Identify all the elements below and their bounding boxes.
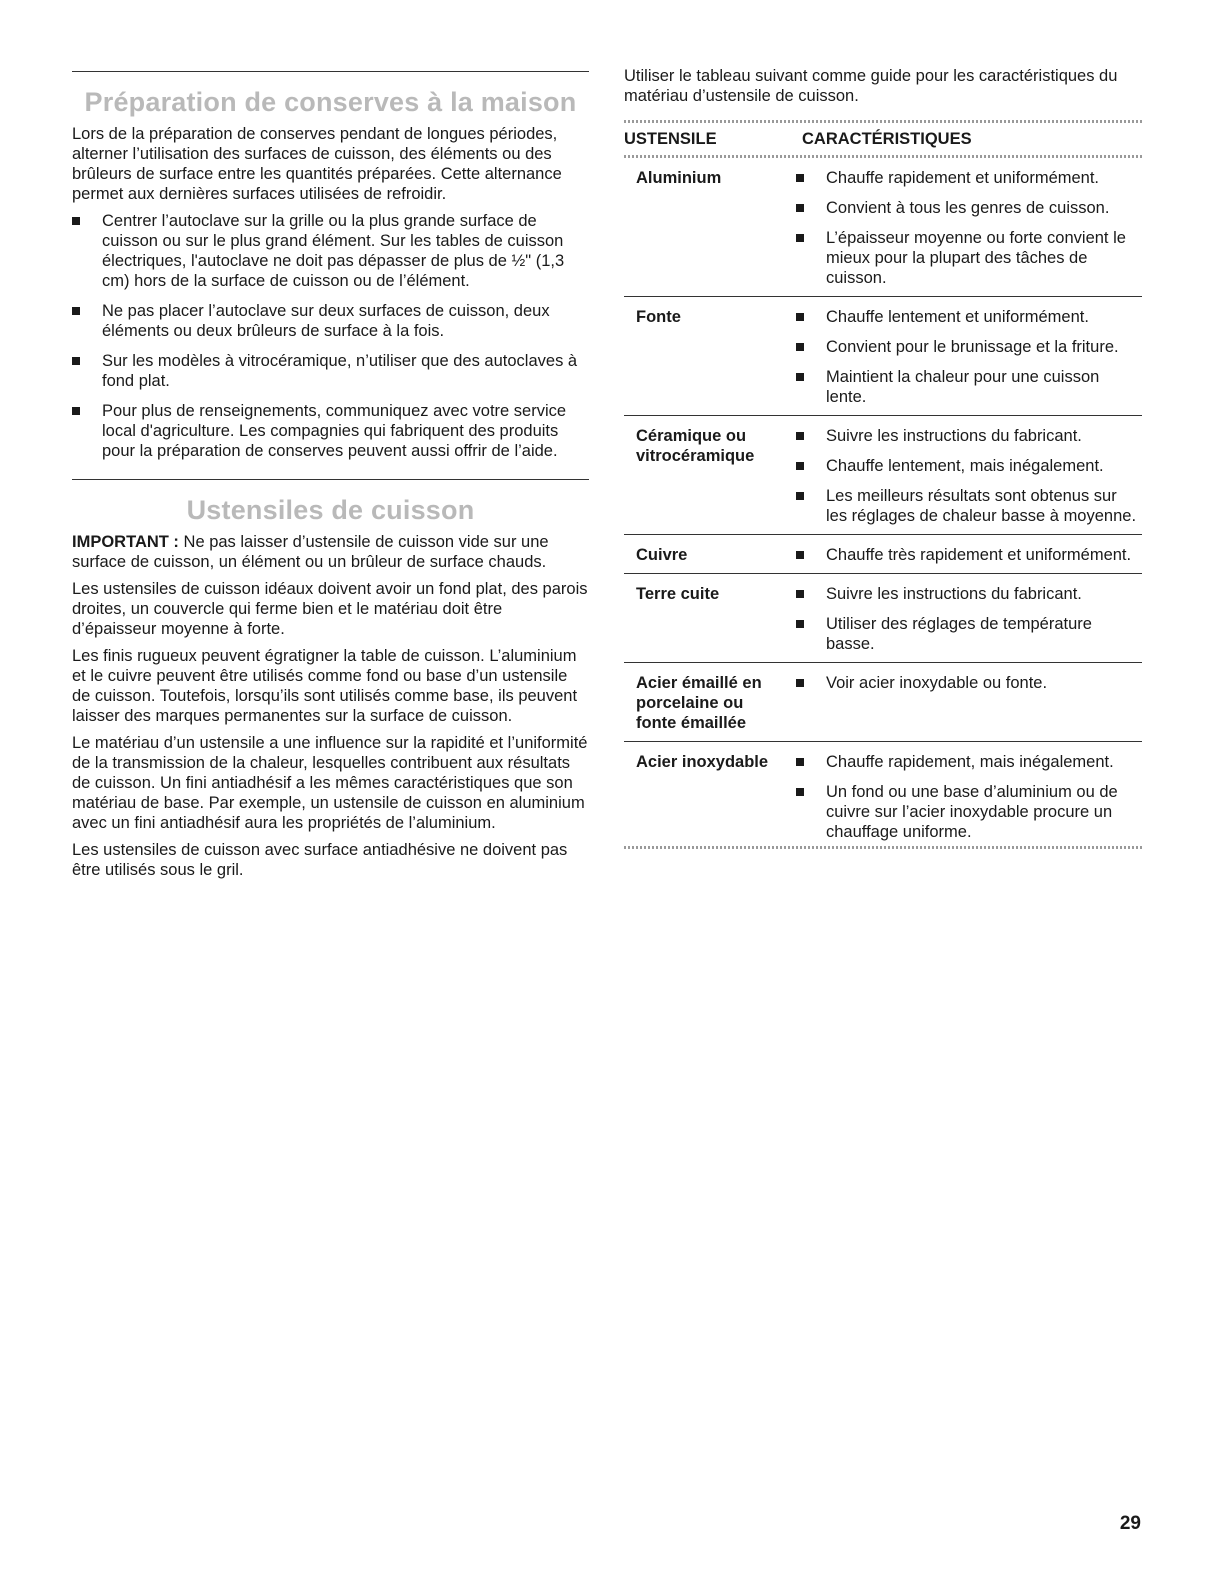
list-item: Chauffe très rapidement et uniformément. <box>786 545 1142 565</box>
canning-intro: Lors de la préparation de conserves pendant de longues périodes, alterner l’utilisation des surfaces de cuisson, des éléments ou des brûleurs de surface entre les quantités préparées. Cette alternance permet aux dernières surfaces utilisées de refroidir. <box>72 125 562 203</box>
characteristics-list <box>786 307 1142 407</box>
important-note <box>72 532 589 572</box>
list-item: Chauffe rapidement et uniformément. <box>786 168 1142 188</box>
list-item: Suivre les instructions du fabricant. <box>786 584 1142 604</box>
table-bottom-border <box>624 846 1142 849</box>
table-row <box>624 416 1142 535</box>
characteristics-list <box>786 673 1142 693</box>
cookware-title: Ustensiles de cuisson <box>186 495 475 525</box>
list-item: Voir acier inoxydable ou fonte. <box>786 673 1142 693</box>
table-header <box>624 123 1142 155</box>
table-intro: Utiliser le tableau suivant comme guide pour les caractéristiques du matériau d’ustensile de cuisson. <box>624 67 1118 105</box>
characteristics-list <box>786 168 1142 288</box>
table-row <box>624 297 1142 416</box>
column-header-utensil: USTENSILE <box>624 130 717 148</box>
utensil-name: Aluminium <box>636 169 722 187</box>
utensil-name: Cuivre <box>636 546 688 564</box>
list-item: Centrer l’autoclave sur la grille ou la plus grande surface de cuisson ou sur le plus grand élément. Sur les tables de cuisson électriques, l'autoclave ne doit pas dépasser de plus de ½" (1,3 cm) hors de la surface de cuisson ou de l’élément. <box>72 211 589 291</box>
section-divider <box>72 479 589 480</box>
list-item: Chauffe rapidement, mais inégalement. <box>786 752 1142 772</box>
table-row <box>624 742 1142 846</box>
table-row <box>624 663 1142 742</box>
important-label: IMPORTANT : <box>72 533 179 551</box>
list-item: Chauffe lentement, mais inégalement. <box>786 456 1142 476</box>
important-text: Ne pas laisser d’ustensile de cuisson vide sur une surface de cuisson, un élément ou un brûleur de surface chauds. <box>72 533 549 571</box>
list-item: Utiliser des réglages de température basse. <box>786 614 1142 654</box>
utensil-name: Acier inoxydable <box>636 753 769 771</box>
list-item: Les meilleurs résultats sont obtenus sur les réglages de chaleur basse à moyenne. <box>786 486 1142 526</box>
section-divider <box>72 71 589 72</box>
cookware-paragraph: Les finis rugueux peuvent égratigner la table de cuisson. L’aluminium et le cuivre peuvent être utilisés comme fond ou base d’un ustensile de cuisson. Toutefois, lorsqu’ils sont utilisés comme base, ils peuvent laisser des marques permanentes sur la surface de cuisson. <box>72 647 578 725</box>
list-item: Chauffe lentement et uniformément. <box>786 307 1142 327</box>
table-body <box>624 158 1142 846</box>
left-column <box>72 71 589 887</box>
utensil-name: Fonte <box>636 308 681 326</box>
list-item: Convient pour le brunissage et la friture. <box>786 337 1142 357</box>
cookware-paragraph: Le matériau d’un ustensile a une influence sur la rapidité et l’uniformité de la transmission de la chaleur, lesquelles contribuent aux résultats de cuisson. Un fini antiadhésif a les mêmes caractéristiques que son matériau de base. Par exemple, un ustensile de cuisson en aluminium avec un fini antiadhésif aura les propriétés de l’aluminium. <box>72 734 588 832</box>
canning-title: Préparation de conserves à la maison <box>84 87 577 117</box>
list-item: Suivre les instructions du fabricant. <box>786 426 1142 446</box>
characteristics-list <box>786 752 1142 842</box>
list-item: L’épaisseur moyenne ou forte convient le mieux pour la plupart des tâches de cuisson. <box>786 228 1142 288</box>
table-row <box>624 574 1142 663</box>
column-header-characteristics: CARACTÉRISTIQUES <box>802 130 972 148</box>
list-item: Sur les modèles à vitrocéramique, n’utiliser que des autoclaves à fond plat. <box>72 351 589 391</box>
cookware-section <box>72 479 589 880</box>
canning-bullets <box>72 211 589 461</box>
list-item: Pour plus de renseignements, communiquez avec votre service local d'agriculture. Les compagnies qui fabriquent des produits pour la préparation de conserves peuvent aussi offrir de l’aide. <box>72 401 589 461</box>
cookware-paragraph: Les ustensiles de cuisson avec surface antiadhésive ne doivent pas être utilisés sous le gril. <box>72 841 568 879</box>
list-item: Maintient la chaleur pour une cuisson lente. <box>786 367 1142 407</box>
cookware-paragraph: Les ustensiles de cuisson idéaux doivent avoir un fond plat, des parois droites, un couvercle qui ferme bien et le matériau doit être d’épaisseur moyenne à forte. <box>72 580 588 638</box>
table-row <box>624 535 1142 574</box>
utensil-name: Terre cuite <box>636 585 720 603</box>
table-row <box>624 158 1142 297</box>
characteristics-list <box>786 584 1142 654</box>
list-item: Un fond ou une base d’aluminium ou de cuivre sur l’acier inoxydable procure un chauffage uniforme. <box>786 782 1142 842</box>
list-item: Ne pas placer l’autoclave sur deux surfaces de cuisson, deux éléments ou deux brûleurs de surface à la fois. <box>72 301 589 341</box>
characteristics-list <box>786 426 1142 526</box>
list-item: Convient à tous les genres de cuisson. <box>786 198 1142 218</box>
utensil-name: Céramique ou vitrocéramique <box>636 427 755 465</box>
utensil-name: Acier émaillé en porcelaine ou fonte émaillée <box>636 674 762 732</box>
right-column <box>624 66 1142 849</box>
page-number: 29 <box>1119 1513 1141 1534</box>
characteristics-list <box>786 545 1142 565</box>
